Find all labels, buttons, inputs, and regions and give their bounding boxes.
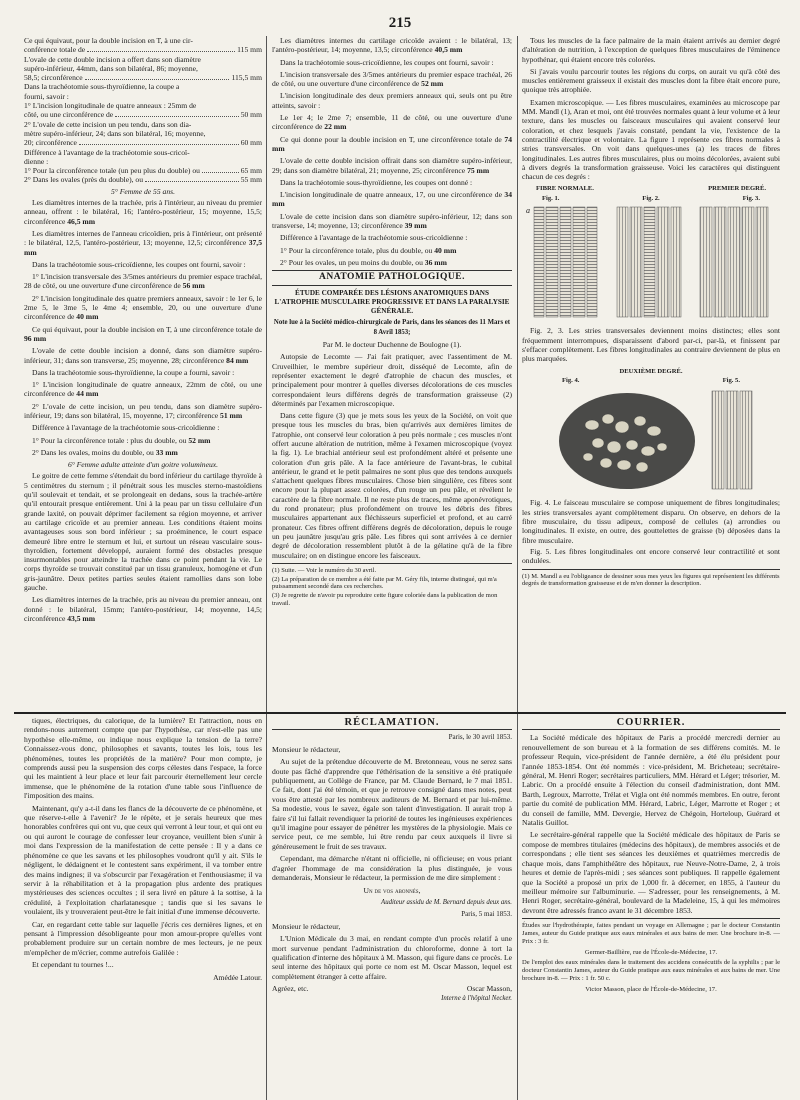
book-notice: Études sur l'hydrothérapie, faites pendant un voyage en Allemagne ; par le docteur Constantin James, auteur du Guide pratique aux eaux minérales et aux bains de mer. Une brochure in-8. — Prix : 3 fr.	[522, 922, 780, 945]
lower-section	[14, 716, 786, 1100]
paragraph: 1° Pour la circonférence totale : plus du double, ou 52 mm	[32, 435, 211, 445]
fatty-degeneration-illustration	[522, 385, 780, 493]
signature: Un de vos abonnés,	[363, 885, 421, 895]
page-number: 215	[388, 15, 412, 31]
upper-section	[14, 36, 786, 726]
measurement-line: dienne :	[24, 156, 49, 166]
letter-date: Paris, le 30 avril 1853.	[448, 733, 512, 742]
figure-heading: DEUXIÈME DEGRÉ.	[619, 367, 683, 375]
figure-caption: Fig. 4. Le faisceau musculaire se compose uniquement de fibres longitudinales; les stries transversales ayant complètement disparu. On observe, en dehors de la fibre musculaire, du tissu adipeux, composé de cellules (a) arrondies ou longitudinales. Il existe, en outre, des gouttelettes de graisse (b) déposées dans la fibre musculaire.	[522, 498, 780, 545]
measurement-line: 1° Pour la circonférence totale (un peu plus du double) ou 65 mm	[24, 166, 262, 176]
paragraph: 2° L'incision longitudinale des quatre premiers anneaux, savoir : le 1er 6, le 2me 5, le 3me 5, le 4me 4; ensemble, 20, ou une ouverture d'une circonférence de 40 mm	[24, 293, 262, 322]
paragraph: Les diamètres internes de l'anneau cricoïdien, pris à l'intérieur, ont présenté : le bilatéral, 12,5, l'antéro-postérieur, 13; moyenne, 12,5; circonférence 37,5 mm	[24, 228, 262, 257]
footnote-rule	[522, 569, 780, 570]
article-author: Par M. le docteur Duchenne de Boulogne (1).	[322, 340, 462, 350]
measurement-line: L'ovale de cette double incision a offert dans son diamètre	[24, 54, 201, 64]
signature-detail: Interne à l'hôpital Necker.	[441, 994, 512, 1002]
fig2-fibers	[617, 207, 681, 317]
publisher-line: Germer-Baillière, rue de l'École-de-Médecine, 17.	[584, 948, 718, 956]
paragraph: Examen microscopique. — Les fibres musculaires, examinées au microscope par MM. Mandl (1), Aran et moi, ont été trouvées normales quant à leur volume et à leur texture, dans les muscles ou faisceaux musculaires qui avaient conservé leur coloration, et chez lesquels j'avais constaté, pendant la vie, l'existence de la contractilité électrique et volontaire. La figure 1 représente ces fibres normales à stries transversales. On voit dans quelques-unes (a) les traces de fibres longitudinales. Les autres fibres musculaires, plus ou moins décolorées, avaient subi à divers degrés la transformation graisseuse. Voici les caractères qui distinguent chacun de ces degrés :	[522, 97, 780, 182]
paragraph: Au sujet de la prétendue découverte de M. Bretonneau, vous ne serez sans doute pas fâché d'apprendre que l'éthérisation de la sensitive a été pratiquée publiquement, au Collège de France, par M. Claude Bernard, le 7 mai 1851. Ce fait, dont j'ai été témoin, et que je retrouve consigné dans mes notes, peut vous être attesté par les nombreux auditeurs de M. Bernard et par lui-même. Sa modestie, vous le savez, égale son talent d'investigation. Il aurait trop à faire s'il lui fallait revendiquer la priorité de toutes les ingénieuses expériences qu'il imagine pour essayer de pénétrer les mystères de la physiologie. Mais ce service peut, ce me semble, lui être rendu par ceux auxquels il livre si généreusement le fruit de ses travaux.	[272, 757, 512, 851]
article-subtitle: ÉTUDE COMPARÉE DES LÉSIONS ANATOMIQUES DANS L'ATROPHIE MUSCULAIRE PROGRESSIVE ET DANS LA PARALYSIE GÉNÉRALE.	[274, 288, 510, 316]
measurement-line: conférence totale de 115 mm	[24, 45, 262, 55]
paragraph: Différence à l'avantage de la trachéotomie sous-cricoïdienne :	[280, 233, 468, 243]
paragraph: La Société médicale des hôpitaux de Paris a procédé mercredi dernier au renouvellement de son bureau et à la formation de ses différens comités. M. le professeur Requin, vice-président de l'année dernière, a été élu président pour l'année 1853-1854. Ont été nommés : vice-président, M. Bricheteau; secrétaire-général, M. Henri Roger; secrétaires particuliers, MM. Hérard et Léger; trésorier, M. Labric. On a procédé ensuite à l'élection du conseil d'administration, dont MM. Barth, Legroux, Marrotte, Trélat et Vigla ont été nommés membres. En outre, feront partie du comité de publication MM. Hérard, Labric, Léger, Marrotte et Roger ; et du conseil de famille, MM. Devergie, Hervez de Chégoin, Horteloup, Guérard et Natalis Guillot.	[522, 733, 780, 828]
letter-date: Paris, 5 mai 1853.	[461, 910, 512, 919]
fig3-fibers	[700, 207, 768, 317]
paragraph: L'incision longitudinale de quatre anneaux, 17, ou une circonférence de 34 mm	[272, 190, 512, 209]
footnote-rule	[272, 563, 512, 564]
paragraph: 2° Pour les ovales, un peu moins du double, ou 36 mm	[280, 257, 447, 267]
footnote: (1) M. Mandl a eu l'obligeance de dessiner sous mes yeux les figures qui représentent les différents degrés de transformation graisseuse et de m'en donner la description.	[522, 572, 780, 588]
paragraph: Les diamètres internes de la trachée, pris à l'intérieur, au niveau du premier anneau, offrent : le bilatéral, 16; l'antéro-postérieur, 15; moyenne, 15,5; circonférence 46,5 mm	[24, 198, 262, 226]
paragraph: 1° L'incision transversale des 3/5mes antérieurs du premier espace trachéal, 28 de côté, ou une ouverture d'une circonférence de 56 mm	[24, 272, 262, 291]
paragraph: Dans cette figure (3) que je mets sous les yeux de la Société, on voit que presque tous les muscles du bras, bien qu'arrivés aux dernières limites de l'atrophie, ont conservé leur coloration à peu près normale ; ces muscles n'ont offert aucune altération de nutrition, même à l'examen microscopique (voyez la fig. 1). Le brachial antérieur seul est profondément altéré et présente une coloration d'un gris pâle. A la face antérieure de l'avant-bras, le cubital antérieur, le grand et le petit palmaires ne sont plus que des tendons auxquels s'attachent quelques fibres musculaires. Chose bien singulière, ces fibres sont encore pour la plupart assez colorées, d'un rouge un peu pâle, et révélent le caractère de la fibre normale. Il ne reste plus de traces, même aponévrotiques, du rond pronateur; plus profondément on trouve les débris des fibres musculaires appartenant aux fléchisseurs superficiel et profond, et au carré pronateur. Ces fibres offrent différens degrés de décoloration, depuis le rouge un peu jaunâtre jusqu'au gris pâle. Les fibres qui sont arrivées à ce dernier degré de décoloration ressemblent plutôt à de la gélatine qu'à de la fibre musculaire; on en distingue encore les faisceaux.	[272, 411, 512, 560]
paragraph: L'ovale de cette double incision a donné, dans son diamètre supéro-inférieur, 31; dans son transverse, 25; moyenne, 28; circonférence 84 mm	[24, 346, 262, 365]
footnote: (3) Je regrette de n'avoir pu reproduire cette figure coloriée dans la publication de mon travail.	[272, 592, 498, 608]
paragraph: Dans la trachéotomie sous-cricoïdienne, les coupes ont fourni, savoir :	[32, 259, 246, 269]
figure-label: Fig. 5.	[722, 376, 740, 384]
figure-caption: Fig. 5. Les fibres longitudinales ont encore conservé leur contractilité et sont ondulées.	[522, 546, 780, 566]
measurement-line: Dans la trachéotomie sous-thyroïdienne, la coupe a	[24, 82, 180, 92]
column-rule	[266, 716, 267, 1100]
measurement-lines	[24, 36, 262, 185]
reclamation-column	[272, 716, 512, 1100]
paragraph: Les diamètres internes de la trachée, pris au niveau du premier anneau, ont donné : le bilatéral, 15mm; l'antéro-postérieur, 14; moyenne, 14,5; circonférence 43,5 mm	[24, 595, 262, 623]
footnote: (1) Suite. — Voir le numéro du 30 avril.	[272, 566, 377, 574]
column-heading: RÉCLAMATION.	[272, 716, 512, 730]
footnote: (2) La préparation de ce membre a été faite par M. Géry fils, interne distingué, qui m'a puissamment secondé dans ces recherches.	[272, 575, 497, 591]
paragraph: Différence à l'avantage de la trachéotomie sous-cricoïdienne :	[32, 423, 220, 433]
figure-label: Fig. 4.	[562, 376, 580, 384]
paragraph: Ce qui donne pour la double incision en T, une circonférence totale de 74 mm	[272, 134, 512, 153]
letter-closing	[272, 984, 512, 993]
measurement-line: supéro-inférieur, 44mm, dans son bilatéral, 86; moyenne,	[24, 63, 198, 73]
article-column-2	[272, 36, 512, 726]
paragraph: Ce qui équivaut, pour la double incision en T, à une circonférence totale de 96 mm	[24, 324, 262, 343]
courrier-column	[522, 716, 780, 1100]
paragraph: Dans la trachéotomie sous-cricoïdienne, les coupes ont fourni, savoir :	[280, 57, 494, 67]
paragraph: Le goitre de cette femme s'étendait du bord inférieur du cartilage thyroïde à 5 centimètres du sternum ; il pénétrait sous les muscles sterno-mastoïdiens qu'il soulevait et tendait, et se prolongeait en dedans, sous la trachée-artère qu'il entourait presque entièrement. Uni à la peau par un tissu cellulaire d'un grande laxité, on pouvait déprimer facilement sa région moyenne, et arriver au cartilage cricoïde et au premier anneau. Les conditions étaient moins avantageuses sous son bord inférieur ; sa proéminence, le court espace demeuré libre entre le sternum et lui, et surtout un réseau vasculaire sous-thyroïdien, fortement développé, auraient formé des obstacles presque insurmontables pour atteindre la trachée dans ce point pendant la vie. Le corps thyroïde se trouvait constitué par un tissu granuleux, homogène et d'un gris-jaunâtre. Deux petites parties seules étaient ramollies dans son lobe gauche.	[24, 471, 262, 593]
paragraph: 1° Pour la circonférence totale, plus du double, ou 40 mm	[280, 245, 457, 255]
paragraph: L'ovale de cette incision dans son diamètre supéro-inférieur, 12; dans son transverse, 14; moyenne, 13; circonférence 39 mm	[272, 211, 512, 231]
salutation: Monsieur le rédacteur,	[272, 744, 341, 754]
paragraph: Cependant, ma démarche n'étant ni officielle, ni officieuse; en vous priant d'agréer l'hommage de ma considération la plus distinguée, je vous demanderais, Monsieur le rédacteur, la permission de me dire simplement :	[272, 854, 512, 883]
section-divider	[14, 712, 786, 714]
figure-caption: Fig. 2, 3. Les stries transversales deviennent moins distinctes; elles sont fréquemment interrompues, disparaissent d'abord par-ci, par-là, et finissent par s'effacer complètement. Les fibres longitudinales au contraire deviennent de plus en plus marquées.	[522, 326, 780, 364]
book-notice: De l'emploi des eaux minérales dans le traitement des accidens consécutifs de la syphilis ; par le docteur Constantin James, auteur du Guide pratique aux eaux minérales et aux bains de mer. Une brochure in-8. — Prix : 1 fr. 50 c.	[522, 959, 780, 982]
article-note: Note lue à la Société médico-chirurgicale de Paris, dans les séances des 11 Mars et 8 Avril 1853;	[273, 319, 511, 336]
paragraph: tiques, électriques, du calorique, de la lumière? Et l'attraction, nous en rendons-nous autrement compte que par l'hypothèse, car n'est-elle pas une hypothèse elle-même, ou indique nous explique la tension de la terre? Connaissez-vous donc, philosophes et savants, toutes les lois, tous les phénomènes, toutes les propriétés de la matière? Pour mon compte, je comprends aussi peu la suspension des corps célestes dans l'espace, la force qui les maintient à leur place et leur fait parcourir éternellement leur cercle immense, que le phénomène de la rotation d'une table sous l'influence de l'imposition des mains.	[24, 716, 262, 801]
publisher-line: Victor Masson, place de l'École-de-Médecine, 17.	[585, 985, 717, 993]
measurement-line: fourni, savoir :	[24, 91, 69, 101]
figure-label: Fig. 1.	[542, 194, 560, 202]
measurement-line: mètre supéro-inférieur, 24; dans son bilatéral, 16; moyenne,	[24, 128, 206, 138]
signature-detail: Auditeur assidu de M. Bernard depuis deux ans.	[381, 898, 512, 906]
article-column-3	[522, 36, 780, 726]
paragraph: Si j'avais voulu parcourir toutes les régions du corps, on aurait vu qu'à côté des muscles entièrement graisseux il existait des muscles dont la fibre était encore pure, quoique très atrophiée.	[522, 66, 780, 95]
article-column-1	[24, 36, 262, 726]
measurement-line: côté, ou une circonférence de 50 mm	[24, 110, 262, 120]
muscle-fiber-illustration	[522, 203, 780, 321]
figure-label: Fig. 3.	[742, 194, 760, 202]
measurement-line: 2° L'ovale de cette incision un peu tendu, dans son dia-	[24, 119, 192, 129]
measurement-line: 1° L'incision longitudinale de quatre anneaux : 25mm de	[24, 101, 197, 111]
closing-formula: Agréez, etc.	[272, 984, 309, 994]
paragraph: Autopsie de Lecomte — J'ai fait pratiquer, avec l'assentiment de M. Cruveilhier, le membre supérieur droit, disséqué de Lecomte, afin de représenter exactement le degré d'atrophie de chacun des muscles, et principalement pour montrer à quelles diverses décolorations de ces muscles correspondaient leurs différens degrés de transformation graisseuse (2) déterminés par l'examen microscopique.	[272, 352, 512, 408]
paragraph: Dans la trachéotomie sous-thyroïdienne, les coupes ont donné :	[280, 177, 473, 187]
figure-marker-a: a	[526, 206, 530, 216]
feuilleton-column	[24, 716, 262, 1100]
paragraph: L'ovale de cette double incision offrait dans son diamètre supéro-inférieur, 29; dans son diamètre bilatéral, 21; moyenne, 25; circonférence 75 mm	[272, 156, 512, 175]
section-title: ANATOMIE PATHOLOGIQUE.	[272, 270, 512, 285]
paragraph: Dans la trachéotomie sous-thyroïdienne, la coupe a fourni, savoir :	[32, 367, 235, 377]
measurement-line: Ce qui équivaut, pour la double incision en T, à une cir-	[24, 36, 193, 45]
paragraph: Tous les muscles de la face palmaire de la main étaient arrivés au dernier degré d'altération de nutrition, à l'exception de quelques fibres musculaires de l'éminence hypothénar, qui étaient encore très colorées.	[522, 36, 780, 64]
measurement-line: 58,5; circonférence 115,5 mm	[24, 73, 262, 83]
measurement-line: 20; circonférence 60 mm	[24, 138, 262, 148]
figure-normal-and-first-degree	[522, 184, 780, 323]
rule	[522, 918, 780, 919]
column-rule	[517, 716, 518, 1100]
figure-label: Fig. 2.	[642, 194, 660, 202]
paragraph: L'incision transversale des 3/5mes antérieurs du premier espace trachéal, 26 de côté, ou une ouverture d'une circonférence de 52 mm	[272, 69, 512, 89]
figure-heading: FIBRE NORMALE.	[536, 185, 594, 193]
case-heading-5: 5° Femme de 55 ans.	[111, 186, 175, 196]
case-heading-6: 6° Femme adulte atteinte d'un goitre volumineux.	[67, 460, 219, 470]
signature: Oscar Masson,	[466, 984, 512, 994]
paragraph: L'incision longitudinale des deux premiers anneaux qui, seuls ont pu être atteints, savoir :	[272, 91, 512, 110]
paragraph: 2° Dans les ovales, moins du double, ou 33 mm	[32, 447, 178, 457]
signature: Amédée Latour.	[213, 972, 262, 982]
paragraph: 2° L'ovale de cette incision, un peu tendu, dans son diamètre supéro-inférieur, 19; dans son bilatéral, 15, moyenne, 17; circonférence 51 mm	[24, 401, 262, 420]
figure-second-degree	[522, 367, 780, 496]
paragraph: 1° L'incision longitudinale de quatre anneaux, 22mm de côté, ou une circonférence de 44 mm	[24, 380, 262, 399]
salutation: Monsieur le rédacteur,	[272, 921, 341, 931]
figure-heading: PREMIER DEGRÉ.	[708, 185, 766, 193]
column-rule	[517, 36, 518, 726]
paragraph: Le 1er 4; le 2me 7; ensemble, 11 de côté, ou une ouverture d'une circonférence de 22 mm	[272, 113, 512, 132]
measurement-line: Différence à l'avantage de la trachéotomie sous-cricoï-	[24, 147, 190, 157]
paragraph: L'Union Médicale du 3 mai, en rendant compte d'un procès relatif à une mort survenue pendant l'administration du chloroforme, donne à tort la qualification d'interne des hôpitaux à M. Masson, qui figure dans ce procès. Le seul interne des hôpitaux qui porte ce nom est M. Oscar Masson, lequel est complètement étranger à cette affaire.	[272, 934, 512, 981]
paragraph: Les diamètres internes du cartilage cricoïde avaient : le bilatéral, 13; l'antéro-postérieur, 14; moyenne, 13,5; circonférence 40,5 mm	[272, 36, 512, 55]
paragraph: Et cependant tu tournes !...	[32, 960, 114, 970]
measurement-line: 2° Dans les ovales (près du double), ou 55 mm	[24, 175, 262, 185]
column-heading: COURRIER.	[522, 716, 780, 730]
paragraph: Maintenant, qu'y a-t-il dans les flancs de la découverte de ce phénomène, et que réserve-t-elle à l'avenir? Je le répète, et je serais heureux que mes honorables confrères qui ont vu, que ceux qui verront à leur tour, et qui ont eu ou qui auront le courage de confesser leur croyance, veuillent bien s'unir à moi dans l'expression de la manifestation de cette pensée : Il y a dans ce phénomène ce que les savans et les philosophes voudront qu'il y ait. S'ils le négligent, le dédaignent et le contestent sans expériment, il va tomber entre des mains indignes; il va s'obscurcir par l'exagération et l'enthousiasme; il va servir à la réhabilitation et à la propagation plus ardente des pratiques mystérieuses des sciences occultes ; il sera livré en pâture à la sottise, à la crédulité, à l'exploitation charlatanesque ; tandis que si les savans le voulaient, ils y trouveraient peut-être le fait initial d'une immense découverte.	[24, 803, 262, 917]
fig1-fibers	[534, 207, 597, 317]
paragraph: Le secrétaire-général rappelle que la Société médicale des hôpitaux de Paris se compose de membres titulaires (médecins des hôpitaux), de membres associés et de correspondans ; elle tient ses séances les deuxièmes et quatrièmes mercredis de chaque mois, dans l'amphithéâtre des hôpitaux, rue Neuve-Notre-Dame, 2, à trois heures et demie de l'après-midi ; ses séances sont publiques. Il rappelle également que la Société a proposé un prix de 1,000 fr. à décerner, en 1855, à l'auteur du meilleur mémoire sur l'albuminurie. — S'adresser, pour les renseignements, à M. Henri Roger, secrétaire-général, boulevard de la Madeleine, 15, à qui les mémoires devront être adressés franco avant le 31 décembre 1853.	[522, 830, 780, 915]
paragraph: Car, en regardant cette table sur laquelle j'écris ces dernières lignes, et en pensant à l'impression désobligeante pour mon amour-propre qu'elles vont probablement produire sur un certain nombre de mes lecteurs, je ne peux m'empêcher de m'écrier, comme autrefois Galilée :	[24, 919, 262, 957]
column-rule	[266, 36, 267, 726]
